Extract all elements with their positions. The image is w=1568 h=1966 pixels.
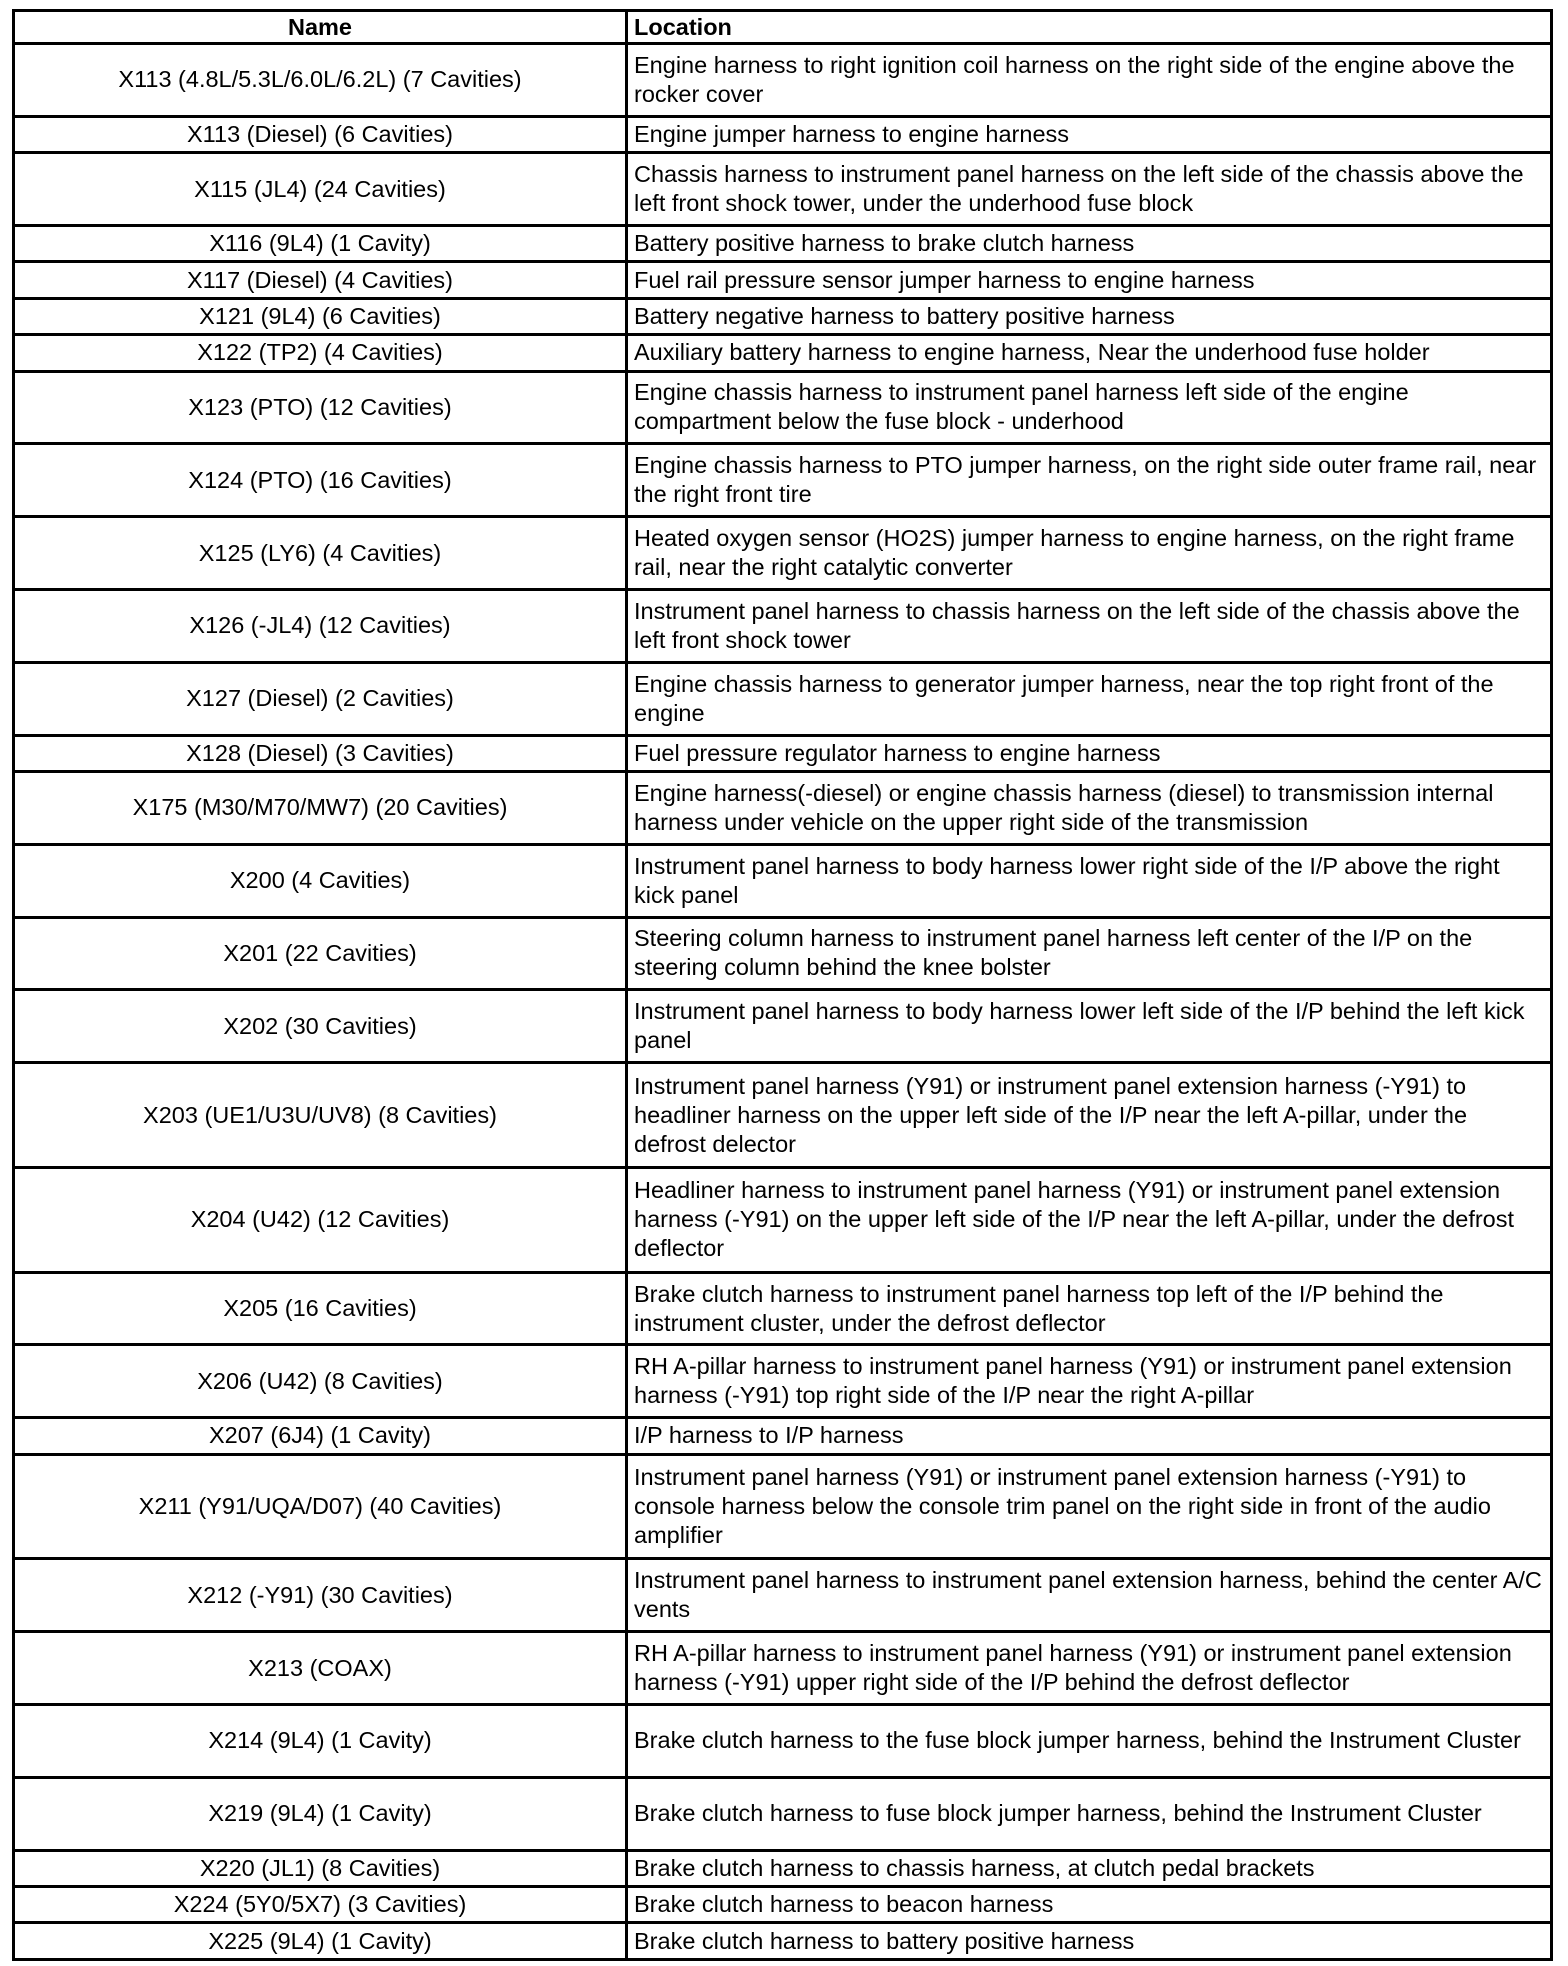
table-row [14,517,1552,590]
connector-name: X128 (Diesel) (3 Cavities) [14,735,627,771]
table-row [14,1345,1552,1418]
table-row [14,990,1552,1063]
connector-name: X205 (16 Cavities) [14,1272,627,1345]
connector-name: X206 (U42) (8 Cavities) [14,1345,627,1418]
connector-name: X213 (COAX) [14,1632,627,1705]
connector-location: Brake clutch harness to the fuse block jumper harness, behind the Instrument Cluster [627,1705,1552,1778]
connector-location: Engine jumper harness to engine harness [627,116,1552,152]
connector-name: X125 (LY6) (4 Cavities) [14,517,627,590]
table-row [14,1418,1552,1454]
table-row [14,1454,1552,1559]
connector-name: X113 (4.8L/5.3L/6.0L/6.2L) (7 Cavities) [14,44,627,117]
table-row [14,844,1552,917]
connector-location: Brake clutch harness to instrument panel harness top left of the I/P behind the instrument cluster, under the defrost deflector [627,1272,1552,1345]
table-row [14,1063,1552,1168]
connector-name: X121 (9L4) (6 Cavities) [14,298,627,334]
connector-location: Instrument panel harness to body harness lower left side of the I/P behind the left kick panel [627,990,1552,1063]
connector-name: X203 (UE1/U3U/UV8) (8 Cavities) [14,1063,627,1168]
connector-location: Brake clutch harness to beacon harness [627,1887,1552,1923]
connector-location: Battery negative harness to battery positive harness [627,298,1552,334]
connector-location: Chassis harness to instrument panel harness on the left side of the chassis above the left front shock tower, under the underhood fuse block [627,153,1552,226]
connector-location: Fuel rail pressure sensor jumper harness to engine harness [627,262,1552,298]
connector-name: X211 (Y91/UQA/D07) (40 Cavities) [14,1454,627,1559]
connector-location: Battery positive harness to brake clutch harness [627,225,1552,261]
table-row [14,116,1552,152]
name-column-header: Name [14,11,627,44]
table-row [14,153,1552,226]
connector-name: X122 (TP2) (4 Cavities) [14,335,627,371]
table-row [14,1272,1552,1345]
connector-name: X201 (22 Cavities) [14,917,627,990]
connector-location: Fuel pressure regulator harness to engine harness [627,735,1552,771]
connector-name: X202 (30 Cavities) [14,990,627,1063]
connector-name: X219 (9L4) (1 Cavity) [14,1777,627,1850]
connector-location: Headliner harness to instrument panel harness (Y91) or instrument panel extension harness (-Y91) on the upper left side of the I/P near the left A-pillar, under the defrost deflector [627,1167,1552,1272]
table-row [14,662,1552,735]
connector-location: Instrument panel harness to body harness lower right side of the I/P above the right kick panel [627,844,1552,917]
table-row [14,371,1552,444]
connector-name: X124 (PTO) (16 Cavities) [14,444,627,517]
location-column-header: Location [627,11,1552,44]
table-row [14,298,1552,334]
connector-name: X175 (M30/M70/MW7) (20 Cavities) [14,771,627,844]
connector-name: X200 (4 Cavities) [14,844,627,917]
table-row [14,444,1552,517]
connector-location: Instrument panel harness (Y91) or instrument panel extension harness (-Y91) to headliner harness on the upper left side of the I/P near the left A-pillar, under the defrost delector [627,1063,1552,1168]
connector-location: Heated oxygen sensor (HO2S) jumper harness to engine harness, on the right frame rail, near the right catalytic converter [627,517,1552,590]
table-row [14,735,1552,771]
table-row [14,1705,1552,1778]
connector-location: Engine harness(-diesel) or engine chassis harness (diesel) to transmission internal harness under vehicle on the upper right side of the transmission [627,771,1552,844]
table-row [14,335,1552,371]
table-row [14,1850,1552,1886]
connector-name: X113 (Diesel) (6 Cavities) [14,116,627,152]
connector-name: X220 (JL1) (8 Cavities) [14,1850,627,1886]
table-row [14,262,1552,298]
connector-name: X207 (6J4) (1 Cavity) [14,1418,627,1454]
table-row [14,771,1552,844]
connector-name: X212 (-Y91) (30 Cavities) [14,1559,627,1632]
connector-name: X204 (U42) (12 Cavities) [14,1167,627,1272]
connector-location: Engine chassis harness to generator jumper harness, near the top right front of the engine [627,662,1552,735]
table-row [14,917,1552,990]
connector-location-table [12,9,1553,1961]
table-row [14,1167,1552,1272]
connector-location: Brake clutch harness to fuse block jumper harness, behind the Instrument Cluster [627,1777,1552,1850]
connector-location: Engine chassis harness to instrument panel harness left side of the engine compartment below the fuse block - underhood [627,371,1552,444]
connector-location: I/P harness to I/P harness [627,1418,1552,1454]
connector-location: Instrument panel harness to chassis harness on the left side of the chassis above the left front shock tower [627,589,1552,662]
table-row [14,1887,1552,1923]
connector-location: Brake clutch harness to chassis harness, at clutch pedal brackets [627,1850,1552,1886]
connector-location: Engine harness to right ignition coil harness on the right side of the engine above the rocker cover [627,44,1552,117]
connector-name: X225 (9L4) (1 Cavity) [14,1923,627,1960]
table-row [14,1777,1552,1850]
table-row [14,225,1552,261]
connector-location: Instrument panel harness (Y91) or instrument panel extension harness (-Y91) to console harness below the console trim panel on the right side in front of the audio amplifier [627,1454,1552,1559]
connector-location: RH A-pillar harness to instrument panel harness (Y91) or instrument panel extension harness (-Y91) top right side of the I/P near the right A-pillar [627,1345,1552,1418]
connector-name: X127 (Diesel) (2 Cavities) [14,662,627,735]
connector-location: Auxiliary battery harness to engine harness, Near the underhood fuse holder [627,335,1552,371]
connector-name: X117 (Diesel) (4 Cavities) [14,262,627,298]
table-row [14,1559,1552,1632]
table-row [14,589,1552,662]
table-row [14,1923,1552,1960]
header-row [14,11,1552,44]
connector-name: X115 (JL4) (24 Cavities) [14,153,627,226]
connector-location: RH A-pillar harness to instrument panel harness (Y91) or instrument panel extension harness (-Y91) upper right side of the I/P behind the defrost deflector [627,1632,1552,1705]
connector-location: Steering column harness to instrument panel harness left center of the I/P on the steering column behind the knee bolster [627,917,1552,990]
table-row [14,44,1552,117]
connector-name: X123 (PTO) (12 Cavities) [14,371,627,444]
connector-name: X214 (9L4) (1 Cavity) [14,1705,627,1778]
connector-location: Instrument panel harness to instrument panel extension harness, behind the center A/C vents [627,1559,1552,1632]
table-row [14,1632,1552,1705]
connector-location: Engine chassis harness to PTO jumper harness, on the right side outer frame rail, near the right front tire [627,444,1552,517]
connector-name: X116 (9L4) (1 Cavity) [14,225,627,261]
connector-name: X224 (5Y0/5X7) (3 Cavities) [14,1887,627,1923]
connector-location: Brake clutch harness to battery positive harness [627,1923,1552,1960]
connector-name: X126 (-JL4) (12 Cavities) [14,589,627,662]
